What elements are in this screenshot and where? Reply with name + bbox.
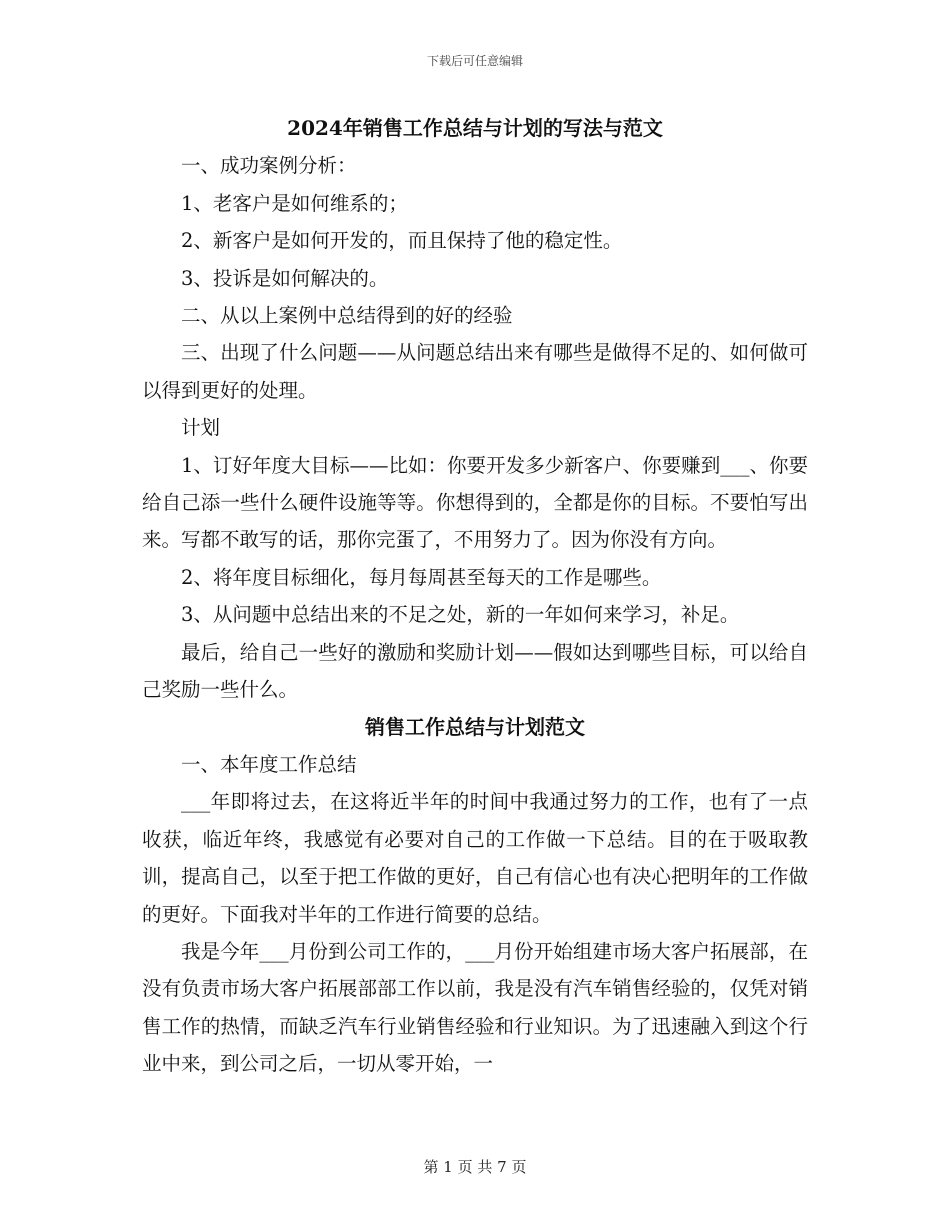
paragraph: 3、投诉是如何解决的。 — [181, 266, 389, 290]
paragraph: 1、老客户是如何维系的； — [181, 191, 408, 215]
section-title: 销售工作总结与计划范文 — [365, 714, 585, 739]
paragraph: ___年即将过去，在这将近半年的时间中我通过努力的工作，也有了一点收获，临近年终，我感觉有必要对自己的工作做一下总结。目的在于吸取教训，提高自己，以至于把工作做的更好，自己有信心也有决心把明年的工作做的更好。下面我对半年的工作进行简要的总结。 — [142, 790, 808, 926]
paragraph: 三、出现了什么问题——从问题总结出来有哪些是做得不足的、如何做可以得到更好的处理。 — [142, 341, 808, 402]
paragraph: 1、订好年度大目标——比如：你要开发多少新客户、你要赚到___、你要给自己添一些什么硬件设施等等。你想得到的，全都是你的目标。不要怕写出来。写都不敢写的话，那你完蛋了，不用努力了。因为你没有方向。 — [142, 453, 808, 552]
header-note: 下载后可任意编辑 — [426, 54, 523, 68]
page-number: 第 1 页 共 7 页 — [423, 1158, 527, 1176]
paragraph: 一、成功案例分析： — [181, 154, 357, 178]
paragraph: 二、从以上案例中总结得到的好的经验 — [181, 304, 513, 328]
paragraph: 最后，给自己一些好的激励和奖励计划——假如达到哪些目标，可以给自己奖励一些什么。 — [142, 640, 808, 702]
paragraph: 3、从问题中总结出来的不足之处，新的一年如何来学习，补足。 — [181, 603, 740, 627]
paragraph: 我是今年___月份到公司工作的，___月份开始组建市场大客户拓展部，在没有负责市场大客户拓展部部工作以前，我是没有汽车销售经验的，仅凭对销售工作的热情，而缺乏汽车行业销售经验和行业知识。为了迅速融入到这个行业中来，到公司之后，一切从零开始，一 — [142, 939, 808, 1076]
paragraph: 一、本年度工作总结 — [181, 752, 357, 776]
paragraph: 计划 — [181, 416, 221, 440]
paragraph: 2、新客户是如何开发的，而且保持了他的稳定性。 — [181, 229, 623, 253]
paragraph: 2、将年度目标细化，每月每周甚至每天的工作是哪些。 — [181, 565, 662, 589]
document-title: 2024年销售工作总结与计划的写法与范文 — [287, 116, 663, 140]
document-body — [142, 110, 808, 1083]
